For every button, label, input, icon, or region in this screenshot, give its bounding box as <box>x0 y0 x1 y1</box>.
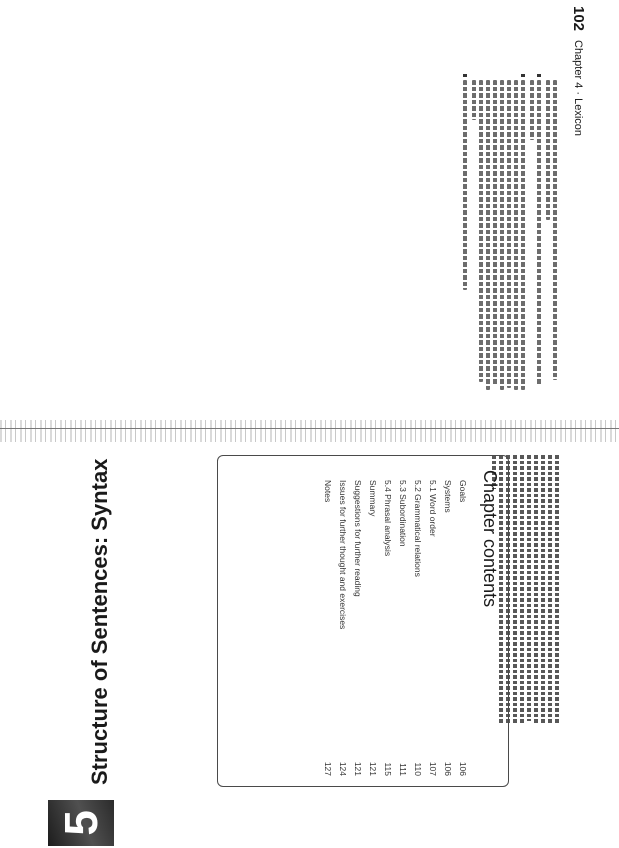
contents-entry-page: 121 <box>353 761 363 776</box>
contents-entry-page: 110 <box>413 762 423 776</box>
contents-entry <box>319 480 333 776</box>
contents-entry-page: 121 <box>368 761 378 776</box>
contents-entry-label: Systems <box>443 480 453 513</box>
contents-entry-page: 107 <box>428 761 438 776</box>
contents-entry <box>394 480 408 776</box>
scan-gutter-noise <box>0 420 619 442</box>
contents-entry-page: 124 <box>338 761 348 776</box>
contents-entry-label: Summary <box>368 480 378 517</box>
contents-entry-label: Goals <box>458 480 468 503</box>
contents-entry <box>334 480 348 776</box>
chapter-title: Structure of Sentences: Syntax <box>87 458 112 785</box>
contents-heading: Chapter contents <box>480 470 500 608</box>
contents-entry <box>424 480 438 776</box>
contents-entry-label: 5.4 Phrasal analysis <box>383 480 393 557</box>
contents-entry-page: 111 <box>398 763 408 776</box>
contents-entry-page: 106 <box>443 761 453 776</box>
contents-entry-label: Suggestions for further reading <box>353 480 363 597</box>
contents-entry-label: 5.2 Grammatical relations <box>413 480 423 577</box>
chapter-contents-box <box>217 455 509 787</box>
contents-entry-label: Issues for further thought and exercises <box>338 480 348 630</box>
contents-entry <box>439 480 453 776</box>
contents-entry-page: 115 <box>383 762 393 776</box>
contents-entry-page: 127 <box>323 761 333 776</box>
page-divider <box>0 428 619 429</box>
contents-entry-label: Notes <box>323 480 333 503</box>
contents-entry <box>454 480 468 776</box>
contents-entry-label: 5.1 Word order <box>428 480 438 537</box>
contents-entry <box>409 480 423 776</box>
chapter-number: 5 <box>55 810 107 836</box>
contents-entry-label: 5.3 Subordination <box>398 480 408 547</box>
contents-entry <box>379 480 393 776</box>
chapter-number-badge <box>48 800 114 846</box>
contents-entry-page: 106 <box>458 761 468 776</box>
contents-entry <box>349 480 363 776</box>
contents-entry <box>364 480 378 776</box>
page-number: 102 <box>570 6 587 32</box>
running-head: Chapter 4 · Lexicon <box>572 40 584 136</box>
